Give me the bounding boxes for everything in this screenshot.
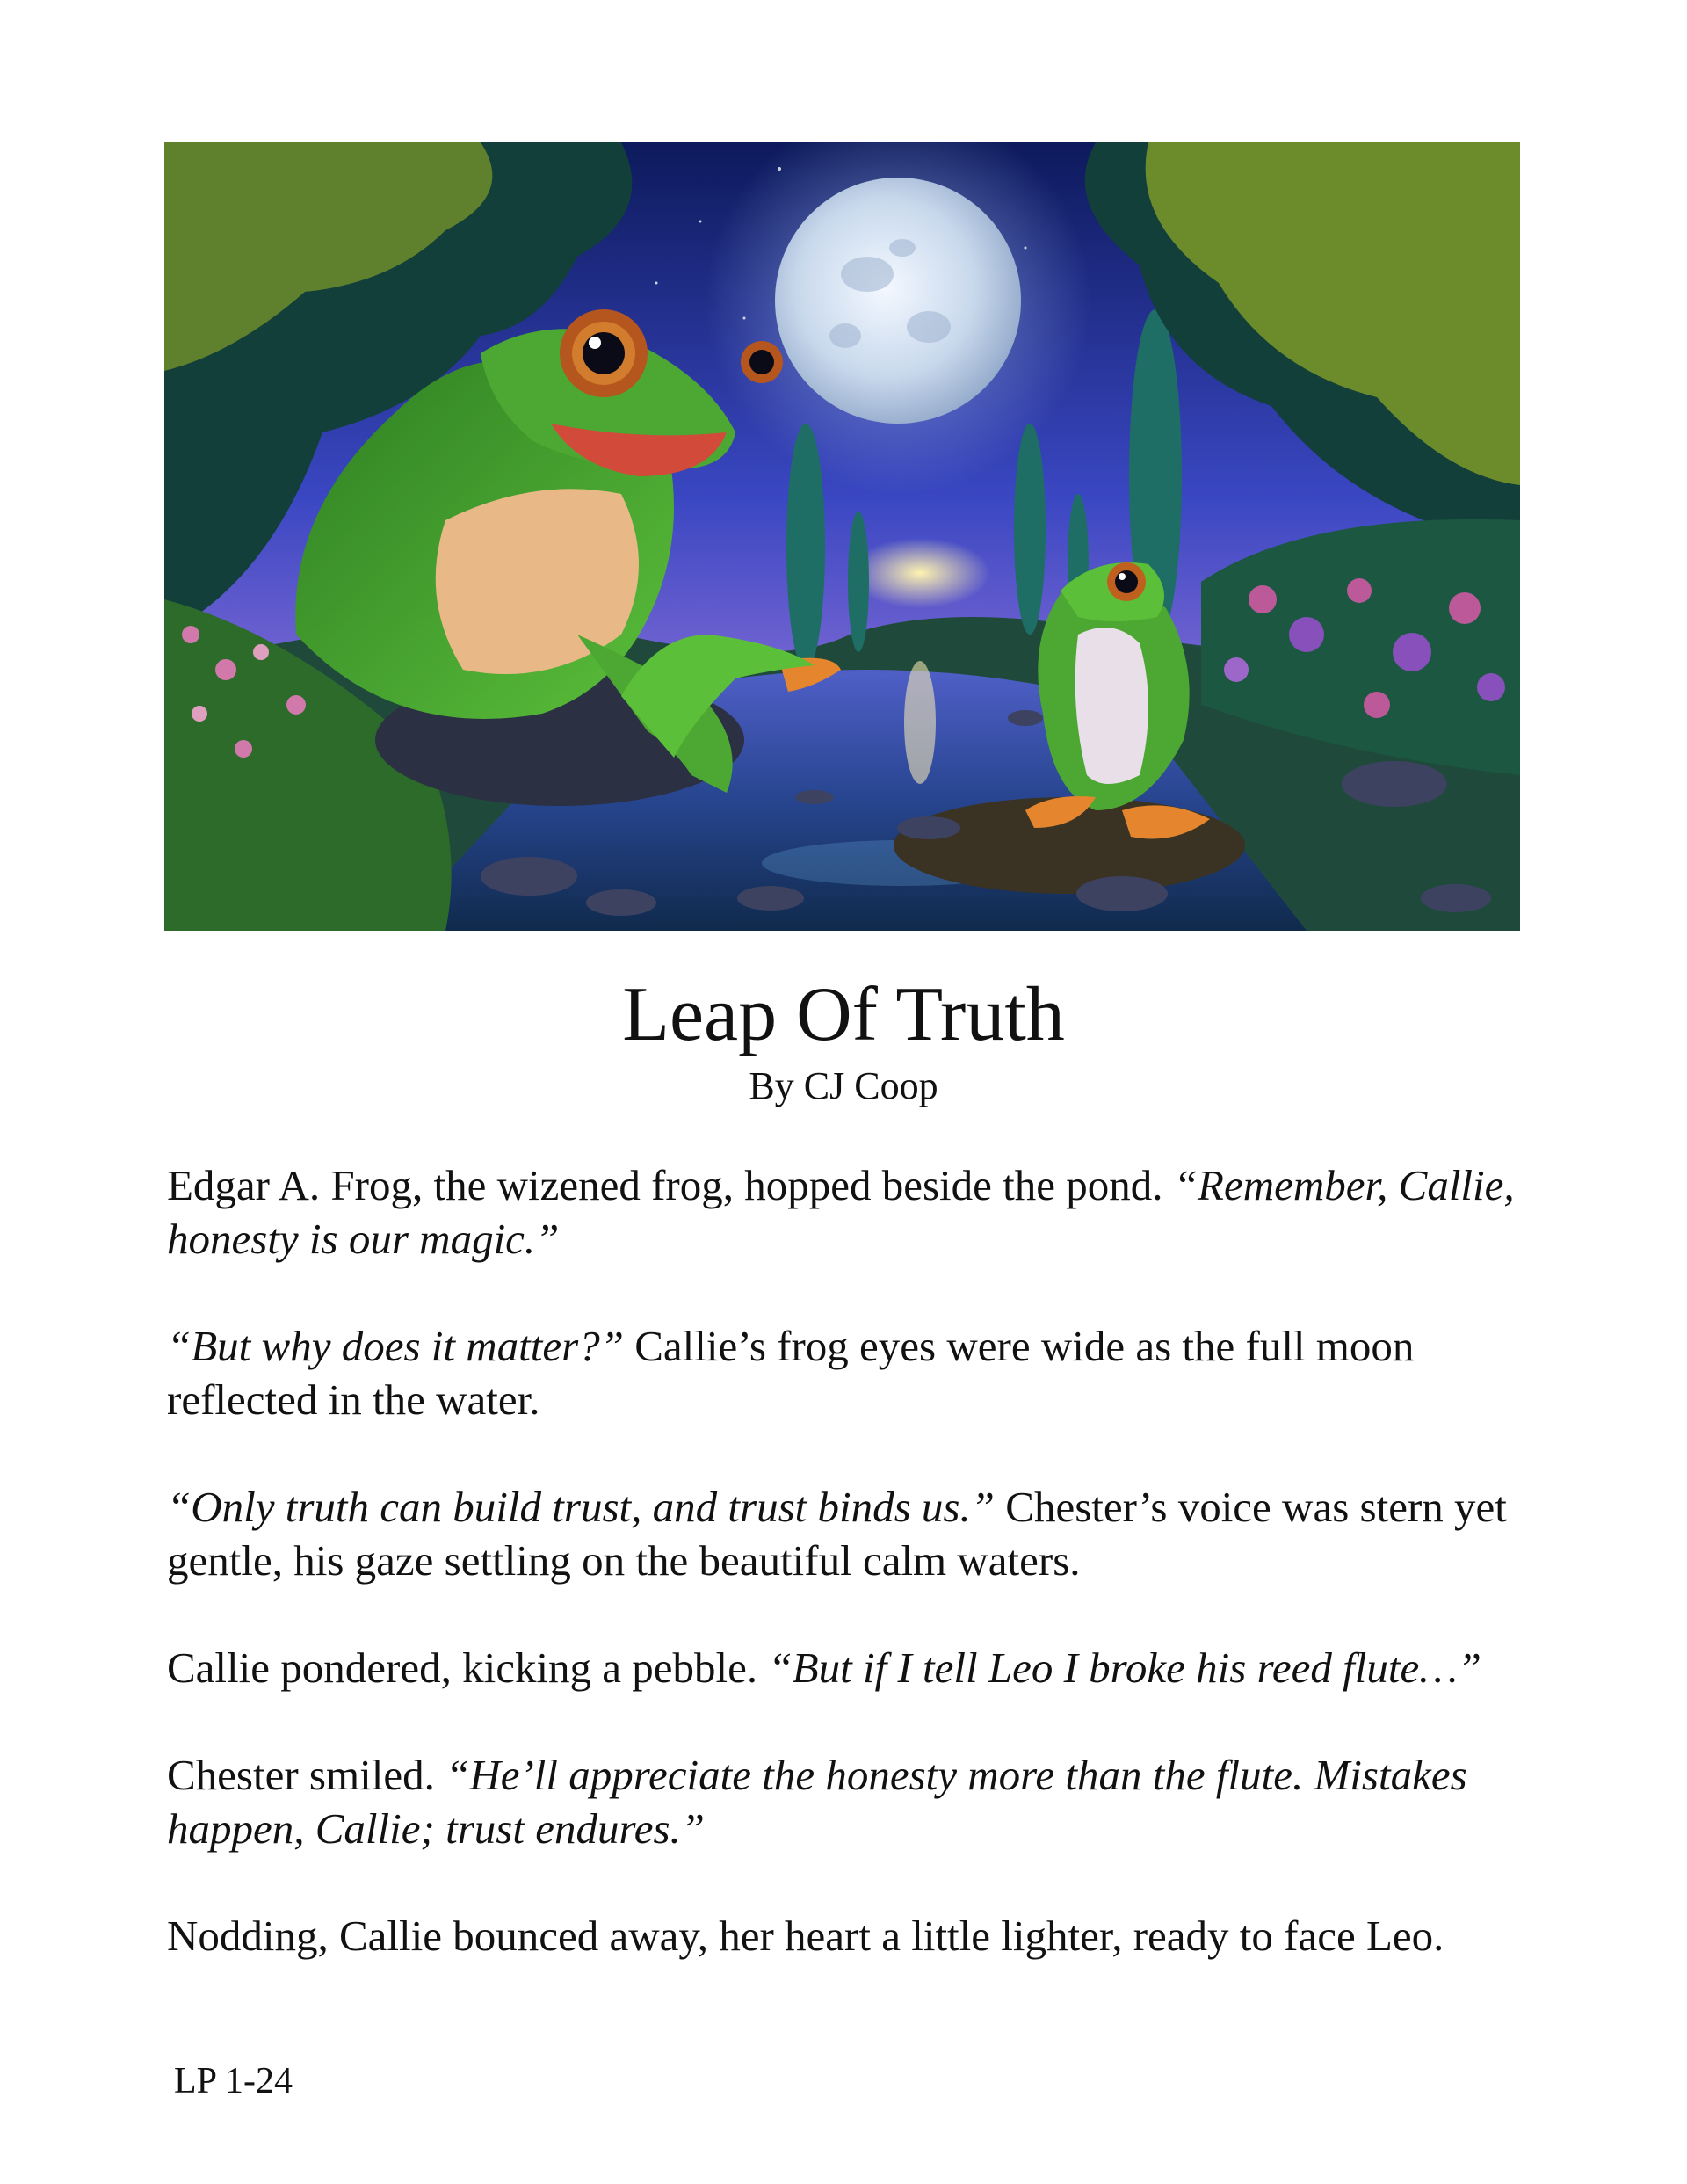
story-paragraph-3: “Only truth can build trust, and trust binds us.” Chester’s voice was stern yet gentle, his gaze settling on the beautiful calm waters. [167, 1483, 1507, 1585]
dialogue-italic: “But if I tell Leo I broke his reed flute…” [768, 1643, 1482, 1692]
story-paragraph-5: Chester smiled. “He’ll appreciate the honesty more than the flute. Mistakes happen, Callie; trust endures.” [167, 1751, 1467, 1853]
moonlit-pond-frogs-image [164, 142, 1520, 931]
dialogue-italic: “Only truth can build trust, and trust binds us.” [167, 1483, 996, 1531]
story-paragraph-6: Nodding, Callie bounced away, her heart a little lighter, ready to face Leo. [167, 1912, 1444, 1960]
dialogue-italic: “But why does it matter?” [167, 1322, 624, 1370]
dialogue-italic: “Remember, Callie, honesty is our magic.” [167, 1161, 1515, 1263]
story-body [167, 1158, 1524, 2016]
dialogue-italic: “He’ll appreciate the honesty more than the flute. Mistakes happen, Callie; trust endures.” [167, 1751, 1467, 1853]
story-byline: By CJ Coop [749, 1064, 938, 1107]
story-illustration [164, 142, 1520, 931]
story-paragraph-2: “But why does it matter?” Callie’s frog eyes were wide as the full moon reflected in the water. [167, 1322, 1415, 1424]
story-paragraph-1: Edgar A. Frog, the wizened frog, hopped beside the pond. “Remember, Callie, honesty is our magic.” [167, 1161, 1515, 1263]
page-code: LP 1-24 [174, 2061, 293, 2101]
story-paragraph-4: Callie pondered, kicking a pebble. “But if I tell Leo I broke his reed flute…” [167, 1643, 1482, 1692]
story-title: Leap Of Truth [622, 972, 1065, 1057]
